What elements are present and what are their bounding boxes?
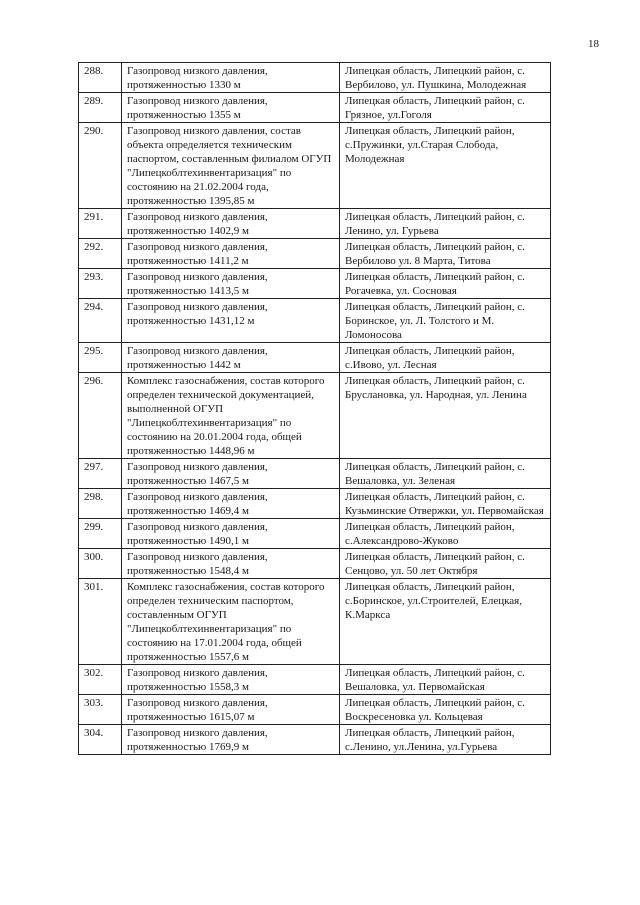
row-number: 293.: [79, 269, 122, 299]
object-description: Газопровод низкого давления, протяженностью 1615,07 м: [122, 695, 340, 725]
object-address: Липецкая область, Липецкий район, с. Вербилово ул. 8 Марта, Титова: [340, 239, 551, 269]
table-row: [79, 459, 551, 489]
row-number: 291.: [79, 209, 122, 239]
table-row: [79, 299, 551, 343]
object-description: Газопровод низкого давления, протяженностью 1558,3 м: [122, 665, 340, 695]
object-description: Комплекс газоснабжения, состав которого определен технической документацией, выполненной ОГУП "Липецкоблтехинвентаризация" по состоянию на 20.01.2004 года, общей протяженностью 1448,96 м: [122, 373, 340, 459]
object-address: Липецкая область, Липецкий район, с. Грязное, ул.Гоголя: [340, 93, 551, 123]
row-number: 300.: [79, 549, 122, 579]
table-row: [79, 63, 551, 93]
object-description: Газопровод низкого давления, протяженностью 1469,4 м: [122, 489, 340, 519]
object-address: Липецкая область, Липецкий район, с. Сенцово, ул. 50 лет Октября: [340, 549, 551, 579]
object-address: Липецкая область, Липецкий район, с.Ленино, ул.Ленина, ул.Гурьева: [340, 725, 551, 755]
object-description: Газопровод низкого давления, протяженностью 1548,4 м: [122, 549, 340, 579]
object-description: Газопровод низкого давления, состав объекта определяется техническим паспортом, составленным филиалом ОГУП "Липецкоблтехинвентаризация" по состоянию на 21.02.2004 года, протяженностью 1395,85 м: [122, 123, 340, 209]
table-row: [79, 123, 551, 209]
table-row: [79, 269, 551, 299]
object-address: Липецкая область, Липецкий район, с.Боринское, ул.Строителей, Елецкая, К.Маркса: [340, 579, 551, 665]
row-number: 304.: [79, 725, 122, 755]
object-address: Липецкая область, Липецкий район, с.Александрово-Жуково: [340, 519, 551, 549]
row-number: 297.: [79, 459, 122, 489]
row-number: 290.: [79, 123, 122, 209]
row-number: 288.: [79, 63, 122, 93]
table-row: [79, 489, 551, 519]
row-number: 296.: [79, 373, 122, 459]
object-description: Газопровод низкого давления, протяженностью 1769,9 м: [122, 725, 340, 755]
table-row: [79, 519, 551, 549]
object-description: Газопровод низкого давления, протяженностью 1413,5 м: [122, 269, 340, 299]
row-number: 298.: [79, 489, 122, 519]
object-description: Газопровод низкого давления, протяженностью 1442 м: [122, 343, 340, 373]
table-row: [79, 373, 551, 459]
table-row: [79, 725, 551, 755]
object-address: Липецкая область, Липецкий район, с. Бруслановка, ул. Народная, ул. Ленина: [340, 373, 551, 459]
row-number: 299.: [79, 519, 122, 549]
row-number: 301.: [79, 579, 122, 665]
object-address: Липецкая область, Липецкий район, с. Воскресеновка ул. Кольцевая: [340, 695, 551, 725]
table-row: [79, 93, 551, 123]
table-row: [79, 209, 551, 239]
table-row: [79, 343, 551, 373]
object-address: Липецкая область, Липецкий район, с.Пружинки, ул.Старая Слобода, Молодежная: [340, 123, 551, 209]
object-description: Газопровод низкого давления, протяженностью 1355 м: [122, 93, 340, 123]
object-description: Газопровод низкого давления, протяженностью 1330 м: [122, 63, 340, 93]
object-address: Липецкая область, Липецкий район, с.Ивово, ул. Лесная: [340, 343, 551, 373]
property-registry-table: [78, 62, 551, 755]
row-number: 303.: [79, 695, 122, 725]
table-row: [79, 579, 551, 665]
object-address: Липецкая область, Липецкий район, с. Вешаловка, ул. Зеленая: [340, 459, 551, 489]
row-number: 292.: [79, 239, 122, 269]
row-number: 302.: [79, 665, 122, 695]
row-number: 289.: [79, 93, 122, 123]
object-address: Липецкая область, Липецкий район, с. Кузьминские Отвержки, ул. Первомайская: [340, 489, 551, 519]
registry-body: [79, 63, 551, 755]
object-description: Комплекс газоснабжения, состав которого определен техническим паспортом, составленным ОГУП "Липецкоблтехинвентаризация" по состоянию на 17.01.2004 года, общей протяженностью 1557,6 м: [122, 579, 340, 665]
object-address: Липецкая область, Липецкий район, с. Боринское, ул. Л. Толстого и М. Ломоносова: [340, 299, 551, 343]
table-row: [79, 695, 551, 725]
object-description: Газопровод низкого давления, протяженностью 1467,5 м: [122, 459, 340, 489]
row-number: 294.: [79, 299, 122, 343]
object-address: Липецкая область, Липецкий район, с. Ленино, ул. Гурьева: [340, 209, 551, 239]
object-description: Газопровод низкого давления, протяженностью 1431,12 м: [122, 299, 340, 343]
table-row: [79, 239, 551, 269]
object-address: Липецкая область, Липецкий район, с. Вербилово, ул. Пушкина, Молодежная: [340, 63, 551, 93]
object-description: Газопровод низкого давления, протяженностью 1490,1 м: [122, 519, 340, 549]
table-row: [79, 549, 551, 579]
object-description: Газопровод низкого давления, протяженностью 1411,2 м: [122, 239, 340, 269]
object-address: Липецкая область, Липецкий район, с. Рогачевка, ул. Сосновая: [340, 269, 551, 299]
table-row: [79, 665, 551, 695]
object-description: Газопровод низкого давления, протяженностью 1402,9 м: [122, 209, 340, 239]
row-number: 295.: [79, 343, 122, 373]
page-number: 18: [588, 38, 599, 50]
object-address: Липецкая область, Липецкий район, с. Вешаловка, ул. Первомайская: [340, 665, 551, 695]
